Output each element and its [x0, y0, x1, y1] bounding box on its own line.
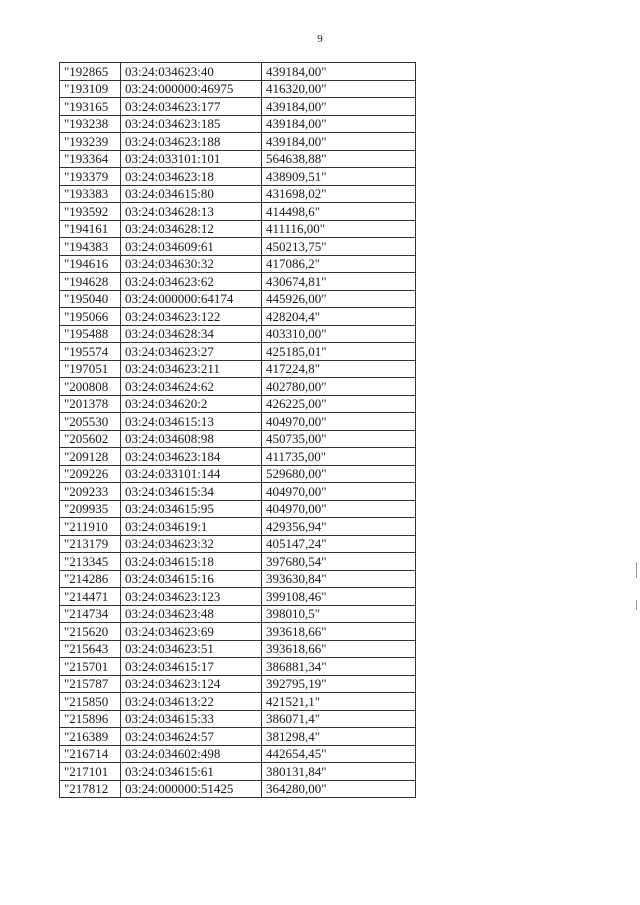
record-number-cell: "214471	[60, 588, 121, 606]
cadastral-number-cell: 03:24:034630:32	[121, 255, 262, 273]
value-cell: 403310,00"	[262, 325, 416, 343]
value-cell: 428204,4"	[262, 308, 416, 326]
table-row	[60, 255, 416, 273]
table-row	[60, 378, 416, 396]
table-row	[60, 640, 416, 658]
table-body	[60, 63, 416, 798]
table-row	[60, 483, 416, 501]
table-row	[60, 150, 416, 168]
cadastral-number-cell: 03:24:034613:22	[121, 693, 262, 711]
cadastral-number-cell: 03:24:034624:62	[121, 378, 262, 396]
record-number-cell: "201378	[60, 395, 121, 413]
value-cell: 450735,00"	[262, 430, 416, 448]
table-row	[60, 273, 416, 291]
cadastral-number-cell: 03:24:034623:177	[121, 98, 262, 116]
record-number-cell: "214734	[60, 605, 121, 623]
record-number-cell: "213179	[60, 535, 121, 553]
table-row	[60, 745, 416, 763]
page-number: 9	[317, 33, 323, 45]
cadastral-number-cell: 03:24:034623:62	[121, 273, 262, 291]
cadastral-number-cell: 03:24:034602:498	[121, 745, 262, 763]
record-number-cell: "194161	[60, 220, 121, 238]
value-cell: 426225,00"	[262, 395, 416, 413]
cadastral-number-cell: 03:24:033101:144	[121, 465, 262, 483]
record-number-cell: "193239	[60, 133, 121, 151]
record-number-cell: "215643	[60, 640, 121, 658]
value-cell: 386071,4"	[262, 710, 416, 728]
cadastral-number-cell: 03:24:034628:13	[121, 203, 262, 221]
cadastral-number-cell: 03:24:034628:12	[121, 220, 262, 238]
value-cell: 393630,84"	[262, 570, 416, 588]
value-cell: 564638,88"	[262, 150, 416, 168]
record-number-cell: "193238	[60, 115, 121, 133]
cadastral-number-cell: 03:24:000000:51425	[121, 780, 262, 798]
cadastral-number-cell: 03:24:034623:123	[121, 588, 262, 606]
value-cell: 439184,00"	[262, 115, 416, 133]
cadastral-number-cell: 03:24:034619:1	[121, 518, 262, 536]
value-cell: 439184,00"	[262, 133, 416, 151]
record-number-cell: "195574	[60, 343, 121, 361]
table-row	[60, 63, 416, 81]
value-cell: 425185,01"	[262, 343, 416, 361]
cadastral-number-cell: 03:24:034609:61	[121, 238, 262, 256]
value-cell: 431698,02"	[262, 185, 416, 203]
cadastral-number-cell: 03:24:034623:185	[121, 115, 262, 133]
table-row	[60, 448, 416, 466]
cadastral-number-cell: 03:24:034623:48	[121, 605, 262, 623]
cadastral-number-cell: 03:24:034615:13	[121, 413, 262, 431]
table-row	[60, 98, 416, 116]
cadastral-number-cell: 03:24:034623:27	[121, 343, 262, 361]
record-number-cell: "192865	[60, 63, 121, 81]
table-row	[60, 570, 416, 588]
table-row	[60, 203, 416, 221]
cadastral-number-cell: 03:24:034615:33	[121, 710, 262, 728]
cadastral-number-cell: 03:24:034615:80	[121, 185, 262, 203]
value-cell: 442654,45"	[262, 745, 416, 763]
record-number-cell: "213345	[60, 553, 121, 571]
value-cell: 417224,8"	[262, 360, 416, 378]
cadastral-number-cell: 03:24:034623:69	[121, 623, 262, 641]
record-number-cell: "214286	[60, 570, 121, 588]
record-number-cell: "205530	[60, 413, 121, 431]
value-cell: 438909,51"	[262, 168, 416, 186]
value-cell: 411735,00"	[262, 448, 416, 466]
cadastral-number-cell: 03:24:033101:101	[121, 150, 262, 168]
value-cell: 430674,81"	[262, 273, 416, 291]
record-number-cell: "205602	[60, 430, 121, 448]
value-cell: 398010,5"	[262, 605, 416, 623]
value-cell: 417086,2"	[262, 255, 416, 273]
value-cell: 399108,46"	[262, 588, 416, 606]
record-number-cell: "195066	[60, 308, 121, 326]
value-cell: 405147,24"	[262, 535, 416, 553]
cadastral-number-cell: 03:24:034615:18	[121, 553, 262, 571]
table-row	[60, 553, 416, 571]
table-row	[60, 238, 416, 256]
value-cell: 397680,54"	[262, 553, 416, 571]
cadastral-number-cell: 03:24:034623:211	[121, 360, 262, 378]
table-row	[60, 710, 416, 728]
record-number-cell: "216714	[60, 745, 121, 763]
record-number-cell: "194383	[60, 238, 121, 256]
value-cell: 404970,00"	[262, 413, 416, 431]
record-number-cell: "193165	[60, 98, 121, 116]
record-number-cell: "193383	[60, 185, 121, 203]
value-cell: 364280,00"	[262, 780, 416, 798]
cadastral-number-cell: 03:24:034615:17	[121, 658, 262, 676]
record-number-cell: "193364	[60, 150, 121, 168]
table-row	[60, 395, 416, 413]
table-row	[60, 220, 416, 238]
table-row	[60, 360, 416, 378]
table-row	[60, 343, 416, 361]
cadastral-number-cell: 03:24:034623:188	[121, 133, 262, 151]
table-row	[60, 308, 416, 326]
value-cell: 386881,34"	[262, 658, 416, 676]
record-number-cell: "211910	[60, 518, 121, 536]
record-number-cell: "215787	[60, 675, 121, 693]
table-row	[60, 675, 416, 693]
value-cell: 416320,00"	[262, 80, 416, 98]
record-number-cell: "215620	[60, 623, 121, 641]
value-cell: 445926,00"	[262, 290, 416, 308]
record-number-cell: "193109	[60, 80, 121, 98]
table-row	[60, 115, 416, 133]
value-cell: 439184,00"	[262, 98, 416, 116]
value-cell: 439184,00"	[262, 63, 416, 81]
cadastral-number-cell: 03:24:034623:32	[121, 535, 262, 553]
value-cell: 392795,19"	[262, 675, 416, 693]
table-row	[60, 465, 416, 483]
value-cell: 429356,94"	[262, 518, 416, 536]
scan-edge-mark	[636, 562, 637, 578]
value-cell: 421521,1"	[262, 693, 416, 711]
value-cell: 381298,4"	[262, 728, 416, 746]
value-cell: 404970,00"	[262, 483, 416, 501]
table-row	[60, 535, 416, 553]
cadastral-number-cell: 03:24:034623:18	[121, 168, 262, 186]
value-cell: 529680,00"	[262, 465, 416, 483]
value-cell: 414498,6"	[262, 203, 416, 221]
cadastral-number-cell: 03:24:034615:16	[121, 570, 262, 588]
record-number-cell: "194616	[60, 255, 121, 273]
record-number-cell: "197051	[60, 360, 121, 378]
cadastral-number-cell: 03:24:034623:124	[121, 675, 262, 693]
record-number-cell: "209935	[60, 500, 121, 518]
record-number-cell: "193592	[60, 203, 121, 221]
data-table	[59, 62, 416, 798]
cadastral-number-cell: 03:24:034623:51	[121, 640, 262, 658]
table-row	[60, 728, 416, 746]
record-number-cell: "195040	[60, 290, 121, 308]
value-cell: 393618,66"	[262, 623, 416, 641]
cadastral-number-cell: 03:24:000000:64174	[121, 290, 262, 308]
table-row	[60, 605, 416, 623]
record-number-cell: "194628	[60, 273, 121, 291]
table-row	[60, 500, 416, 518]
value-cell: 380131,84"	[262, 763, 416, 781]
scan-edge-mark	[636, 600, 637, 610]
cadastral-number-cell: 03:24:034615:95	[121, 500, 262, 518]
value-cell: 404970,00"	[262, 500, 416, 518]
record-number-cell: "215896	[60, 710, 121, 728]
table-row	[60, 290, 416, 308]
cadastral-number-cell: 03:24:034615:34	[121, 483, 262, 501]
cadastral-number-cell: 03:24:034608:98	[121, 430, 262, 448]
cadastral-number-cell: 03:24:034623:40	[121, 63, 262, 81]
value-cell: 393618,66"	[262, 640, 416, 658]
value-cell: 450213,75"	[262, 238, 416, 256]
cadastral-number-cell: 03:24:000000:46975	[121, 80, 262, 98]
record-number-cell: "209226	[60, 465, 121, 483]
cadastral-number-cell: 03:24:034620:2	[121, 395, 262, 413]
record-number-cell: "215850	[60, 693, 121, 711]
table-row	[60, 658, 416, 676]
record-number-cell: "200808	[60, 378, 121, 396]
table-row	[60, 325, 416, 343]
table-row	[60, 780, 416, 798]
record-number-cell: "195488	[60, 325, 121, 343]
record-number-cell: "215701	[60, 658, 121, 676]
cadastral-number-cell: 03:24:034628:34	[121, 325, 262, 343]
cadastral-number-cell: 03:24:034623:184	[121, 448, 262, 466]
cadastral-number-cell: 03:24:034624:57	[121, 728, 262, 746]
table-row	[60, 185, 416, 203]
record-number-cell: "209233	[60, 483, 121, 501]
value-cell: 411116,00"	[262, 220, 416, 238]
record-number-cell: "216389	[60, 728, 121, 746]
table-row	[60, 430, 416, 448]
table-row	[60, 80, 416, 98]
cadastral-number-cell: 03:24:034615:61	[121, 763, 262, 781]
table-row	[60, 168, 416, 186]
table-row	[60, 623, 416, 641]
table-row	[60, 518, 416, 536]
record-number-cell: "193379	[60, 168, 121, 186]
table-row	[60, 693, 416, 711]
table-row	[60, 133, 416, 151]
record-number-cell: "209128	[60, 448, 121, 466]
record-number-cell: "217812	[60, 780, 121, 798]
value-cell: 402780,00"	[262, 378, 416, 396]
record-number-cell: "217101	[60, 763, 121, 781]
table-row	[60, 588, 416, 606]
table-row	[60, 413, 416, 431]
table-row	[60, 763, 416, 781]
cadastral-number-cell: 03:24:034623:122	[121, 308, 262, 326]
